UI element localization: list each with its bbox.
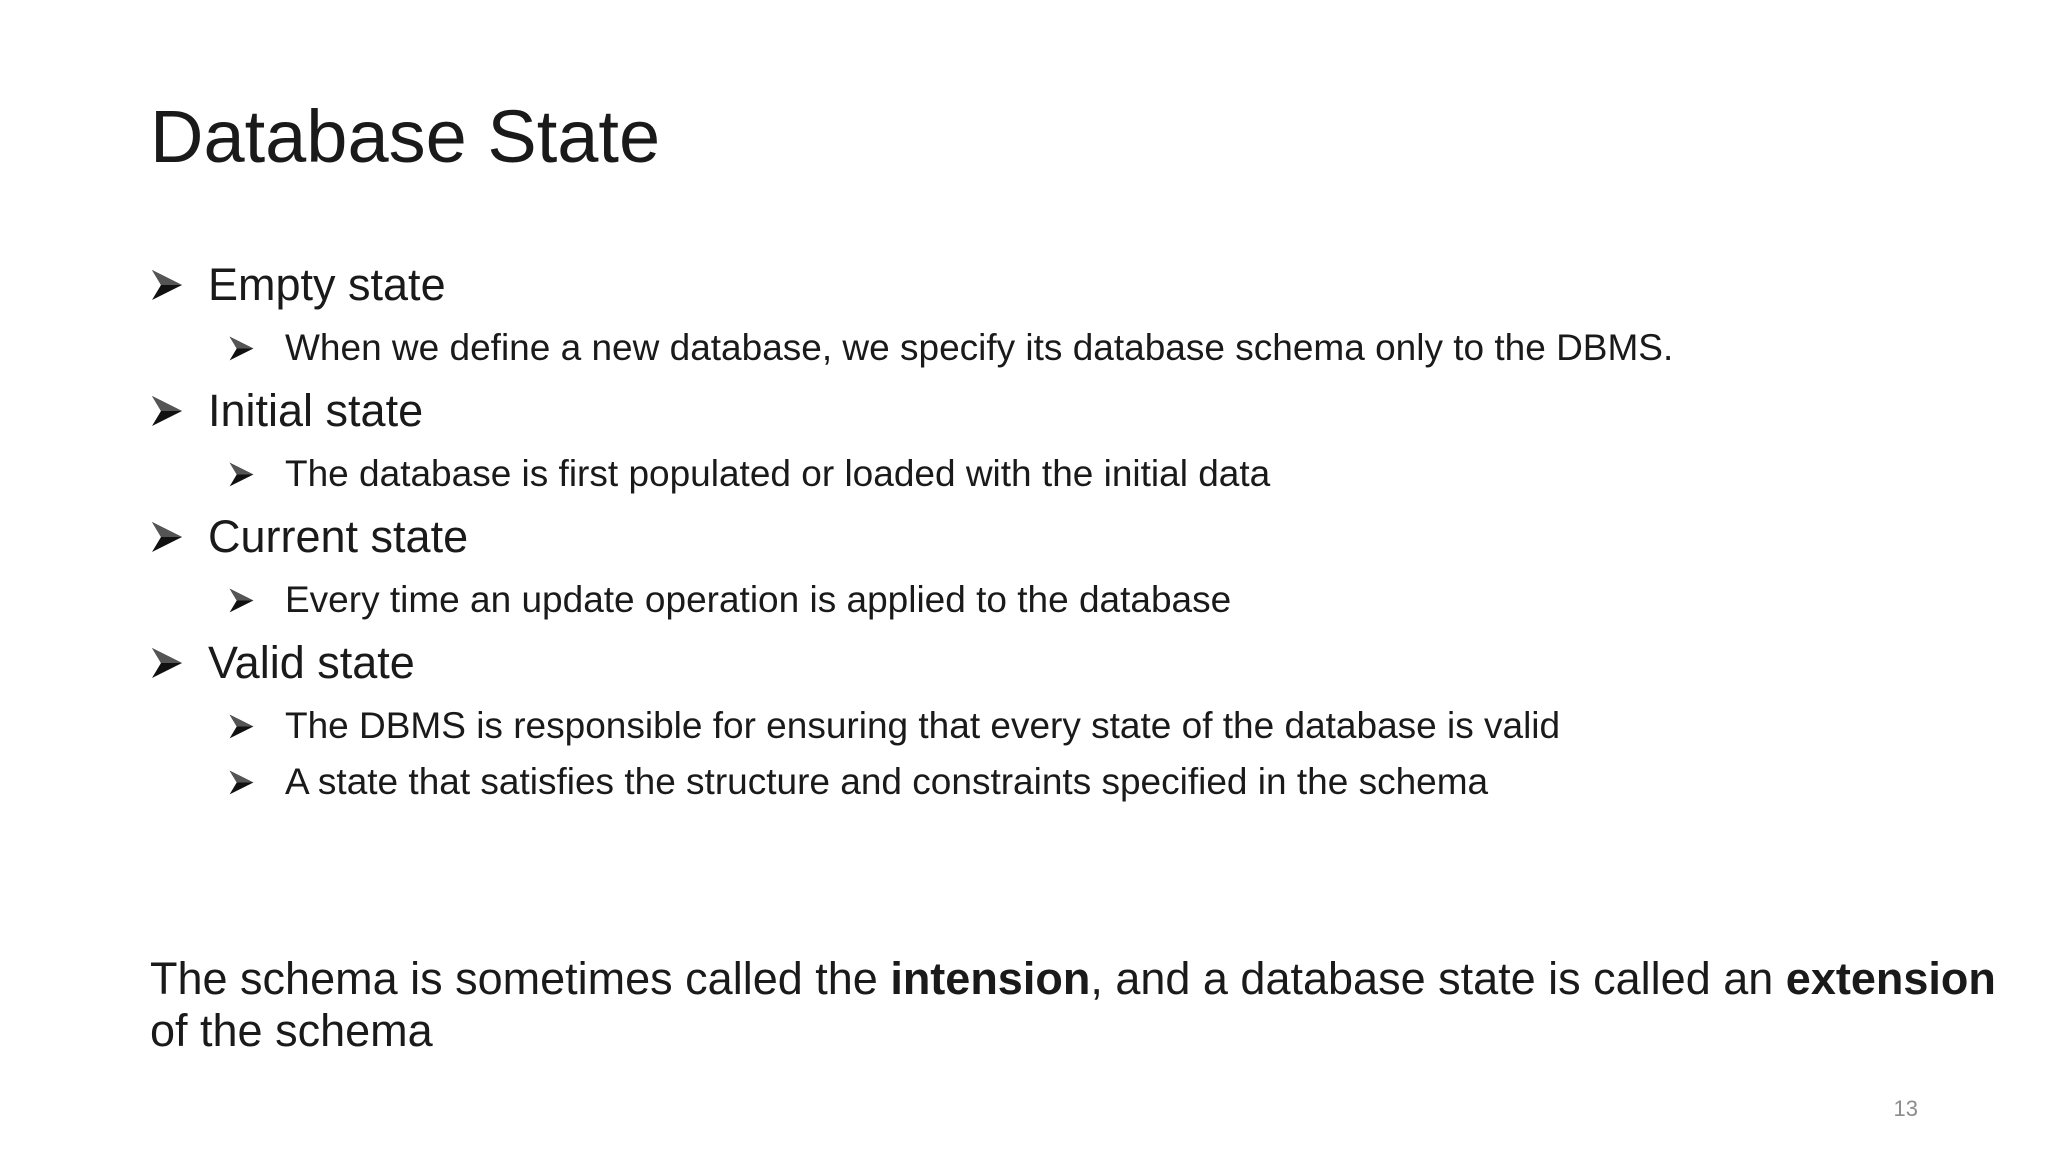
summary-text: of the schema: [150, 1005, 433, 1056]
sub-bullet-item: [150, 572, 2000, 628]
summary-text: , and a database state is called an: [1090, 953, 1786, 1004]
arrowhead-bullet-icon: [228, 320, 256, 376]
arrowhead-bullet-icon: [228, 754, 256, 810]
arrowhead-bullet-icon: [150, 502, 186, 572]
sub-bullet-text: When we define a new database, we specify its database schema only to the DBMS.: [285, 327, 1674, 368]
arrowhead-bullet-icon: [228, 446, 256, 502]
slide-title: Database State: [150, 95, 661, 178]
arrowhead-bullet-icon: [150, 376, 186, 446]
bullet-label: Valid state: [208, 637, 415, 688]
arrowhead-bullet-icon: [150, 628, 186, 698]
sub-bullet-item: [150, 698, 2000, 754]
arrowhead-bullet-icon: [228, 572, 256, 628]
term-intension: intension: [890, 953, 1091, 1004]
page-number: 13: [1893, 1096, 1918, 1121]
summary-paragraph: [150, 953, 2000, 1057]
bullet-item: [150, 628, 2000, 698]
sub-bullet-text: A state that satisfies the structure and constraints specified in the schema: [285, 761, 1489, 802]
term-extension: extension: [1785, 953, 1996, 1004]
sub-bullet-text: The database is first populated or loaded with the initial data: [285, 453, 1271, 494]
bullet-item: [150, 376, 2000, 446]
arrowhead-bullet-icon: [228, 698, 256, 754]
sub-bullet-item: [150, 754, 2000, 810]
summary-text: The schema is sometimes called the: [150, 953, 891, 1004]
bullet-label: Empty state: [208, 259, 446, 310]
sub-bullet-item: [150, 446, 2000, 502]
bullet-label: Initial state: [208, 385, 424, 436]
bullet-list: [150, 250, 2000, 810]
bullet-item: [150, 250, 2000, 320]
sub-bullet-text: Every time an update operation is applied to the database: [285, 579, 1232, 620]
bullet-label: Current state: [208, 511, 469, 562]
bullet-item: [150, 502, 2000, 572]
sub-bullet-item: [150, 320, 2000, 376]
sub-bullet-text: The DBMS is responsible for ensuring that every state of the database is valid: [285, 705, 1561, 746]
arrowhead-bullet-icon: [150, 250, 186, 320]
